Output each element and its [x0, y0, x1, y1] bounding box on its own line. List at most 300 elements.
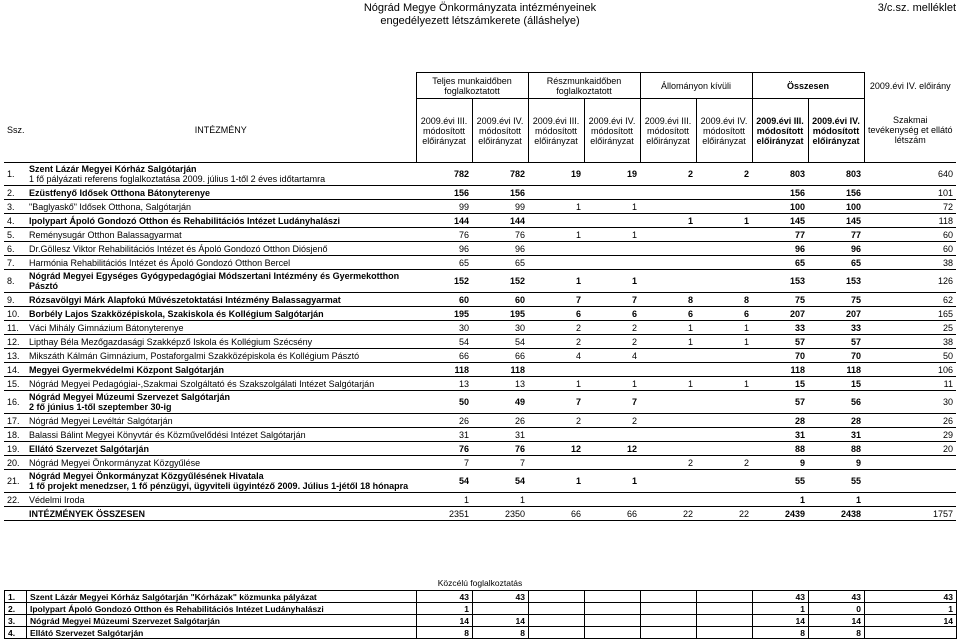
- value-cell: 76: [416, 228, 472, 242]
- value-cell: 152: [472, 270, 528, 293]
- value-cell: [640, 242, 696, 256]
- value-cell: 2: [584, 414, 640, 428]
- value-cell: 1: [584, 377, 640, 391]
- institution-name: Ezüstfenyő Idősek Otthona Bátonyterenye: [29, 187, 211, 198]
- value-cell: [696, 493, 752, 507]
- value-cell: 31: [752, 428, 808, 442]
- value-cell: 207: [808, 307, 864, 321]
- institution-cell: [26, 470, 416, 493]
- table-row: [4, 321, 956, 335]
- value-cell: 207: [752, 307, 808, 321]
- value-cell: [528, 456, 584, 470]
- value-cell: 62: [864, 293, 956, 307]
- value-cell: 8: [753, 627, 809, 639]
- value-cell: 54: [472, 470, 528, 493]
- value-cell: [529, 627, 585, 639]
- value-cell: [585, 627, 641, 639]
- value-cell: [529, 615, 585, 627]
- value-cell: [584, 186, 640, 200]
- institution-cell: [26, 163, 416, 186]
- value-cell: 13: [416, 377, 472, 391]
- institution-cell: [26, 414, 416, 428]
- institution-name: Nógrád Megyei Múzeumi Szervezet Salgótarján: [29, 392, 231, 402]
- row-number: 12.: [4, 335, 26, 349]
- table-row: [4, 391, 956, 414]
- table-row: [4, 214, 956, 228]
- value-cell: 25: [864, 321, 956, 335]
- institution-cell: [26, 256, 416, 270]
- total-value: 2439: [752, 507, 808, 521]
- value-cell: 14: [473, 615, 529, 627]
- value-cell: 118: [864, 214, 956, 228]
- value-cell: [697, 603, 753, 615]
- value-cell: 99: [472, 200, 528, 214]
- value-cell: 65: [472, 256, 528, 270]
- value-cell: [584, 456, 640, 470]
- institution-name: Rózsavölgyi Márk Alapfokú Művészetoktatási Intézmény Balassagyarmat: [29, 294, 341, 305]
- institution-cell: [26, 293, 416, 307]
- table-row: [4, 349, 956, 363]
- institution-name: Mikszáth Kálmán Gimnázium, Postaforgalmi Szakközépiskola és Kollégium Pásztó: [29, 350, 360, 361]
- institution-cell: [26, 242, 416, 256]
- annex-label: 3/c.sz. melléklet: [877, 2, 956, 14]
- value-cell: 153: [752, 270, 808, 293]
- table-row: [4, 442, 956, 456]
- value-cell: 195: [472, 307, 528, 321]
- total-value: 66: [528, 507, 584, 521]
- value-cell: 1: [528, 200, 584, 214]
- row-number: 19.: [4, 442, 26, 456]
- row-number: 14.: [4, 363, 26, 377]
- table-row: [4, 335, 956, 349]
- value-cell: 782: [416, 163, 472, 186]
- table-row: [4, 493, 956, 507]
- institution-cell: [26, 363, 416, 377]
- value-cell: 100: [752, 200, 808, 214]
- value-cell: [696, 442, 752, 456]
- value-cell: 70: [808, 349, 864, 363]
- value-cell: 8: [640, 293, 696, 307]
- value-cell: 33: [808, 321, 864, 335]
- institution-name: Nógrád Megyei Levéltár Salgótarján: [29, 415, 173, 426]
- value-cell: [528, 428, 584, 442]
- value-cell: 28: [752, 414, 808, 428]
- value-cell: 1: [584, 228, 640, 242]
- value-cell: [640, 414, 696, 428]
- value-cell: [696, 414, 752, 428]
- institution-name: Ellátó Szervezet Salgótarján: [29, 443, 150, 454]
- value-cell: 20: [864, 442, 956, 456]
- group-full-time: Teljes munkaidőben foglalkoztatott: [416, 73, 528, 99]
- value-cell: [696, 428, 752, 442]
- value-cell: 8: [809, 627, 865, 639]
- row-number: 15.: [4, 377, 26, 391]
- table-row: [4, 256, 956, 270]
- table-row: [4, 414, 956, 428]
- value-cell: 803: [808, 163, 864, 186]
- value-cell: [864, 470, 956, 493]
- row-number: 18.: [4, 428, 26, 442]
- value-cell: 144: [472, 214, 528, 228]
- value-cell: [697, 615, 753, 627]
- total-spacer: [4, 507, 26, 521]
- institution-name: Lipthay Béla Mezőgazdasági Szakképző Iskola és Kollégium Szécsény: [29, 336, 313, 347]
- value-cell: 60: [864, 242, 956, 256]
- institution-name: Nógrád Megyei Múzeumi Szervezet Salgótarján: [27, 615, 417, 627]
- value-cell: 1: [865, 603, 957, 615]
- staffing-table: [4, 72, 956, 521]
- row-number: 7.: [4, 256, 26, 270]
- institution-name: Balassi Bálint Megyei Könyvtár és Közművelődési Intézet Salgótarján: [29, 429, 306, 440]
- institution-name: Ellátó Szervezet Salgótarján: [27, 627, 417, 639]
- value-cell: [696, 470, 752, 493]
- value-cell: 2: [528, 321, 584, 335]
- value-cell: 54: [416, 335, 472, 349]
- value-cell: 75: [808, 293, 864, 307]
- value-cell: 96: [472, 242, 528, 256]
- value-cell: [696, 363, 752, 377]
- row-number: 4.: [5, 627, 27, 639]
- value-cell: 26: [472, 414, 528, 428]
- value-cell: 782: [472, 163, 528, 186]
- institution-cell: [26, 214, 416, 228]
- value-cell: [584, 428, 640, 442]
- value-cell: [640, 470, 696, 493]
- value-cell: 33: [752, 321, 808, 335]
- value-cell: 2: [584, 321, 640, 335]
- value-cell: 2: [528, 414, 584, 428]
- col-iii: 2009.évi III. módosított előirányzat: [416, 99, 472, 163]
- table-row: [4, 163, 956, 186]
- group-off-staff: Állományon kívüli: [640, 73, 752, 99]
- row-number: 10.: [4, 307, 26, 321]
- institution-name: Nógrád Megyei Önkormányzat Közgyűlése: [29, 457, 201, 468]
- value-cell: 1: [696, 335, 752, 349]
- value-cell: [864, 456, 956, 470]
- total-value: 22: [640, 507, 696, 521]
- value-cell: 65: [416, 256, 472, 270]
- row-number: 8.: [4, 270, 26, 293]
- row-number: 20.: [4, 456, 26, 470]
- value-cell: [640, 442, 696, 456]
- value-cell: 57: [808, 335, 864, 349]
- value-cell: 1: [696, 214, 752, 228]
- public-work-row: [5, 591, 957, 603]
- value-cell: 30: [864, 391, 956, 414]
- value-cell: 57: [752, 391, 808, 414]
- institution-name: Nógrád Megyei Önkormányzat Közgyűlésének Hivatala: [29, 471, 264, 481]
- public-work-row: [5, 603, 957, 615]
- institution-cell: [26, 349, 416, 363]
- institution-cell: [26, 228, 416, 242]
- value-cell: 1: [417, 603, 473, 615]
- col-iii: 2009.évi III. módosított előirányzat: [640, 99, 696, 163]
- value-cell: 2: [696, 163, 752, 186]
- row-number: 17.: [4, 414, 26, 428]
- value-cell: 1: [528, 377, 584, 391]
- value-cell: 1: [640, 214, 696, 228]
- value-cell: 106: [864, 363, 956, 377]
- value-cell: 118: [808, 363, 864, 377]
- value-cell: 145: [808, 214, 864, 228]
- institution-name: Váci Mihály Gimnázium Bátonyterenye: [29, 322, 184, 333]
- table-row: [4, 200, 956, 214]
- value-cell: 8: [417, 627, 473, 639]
- table-row: [4, 242, 956, 256]
- value-cell: 2: [640, 456, 696, 470]
- value-cell: 30: [416, 321, 472, 335]
- institution-cell: [26, 428, 416, 442]
- value-cell: 66: [472, 349, 528, 363]
- row-number: 4.: [4, 214, 26, 228]
- value-cell: 1: [753, 603, 809, 615]
- row-number: 22.: [4, 493, 26, 507]
- institution-cell: [26, 377, 416, 391]
- value-cell: 54: [472, 335, 528, 349]
- value-cell: [697, 591, 753, 603]
- value-cell: 7: [584, 293, 640, 307]
- value-cell: [696, 186, 752, 200]
- institution-note: 1 fő pályázati referens foglalkoztatása 2009. július 1-től 2 éves időtartamra: [29, 174, 326, 184]
- value-cell: [865, 627, 957, 639]
- col-szakmai: Szakmai tevékenység et ellátó létszám: [867, 115, 953, 146]
- table-row: [4, 470, 956, 493]
- value-cell: 60: [416, 293, 472, 307]
- group-part-time: Részmunkaidőben foglalkoztatott: [528, 73, 640, 99]
- value-cell: 55: [808, 470, 864, 493]
- row-number: 1.: [4, 163, 26, 186]
- total-value: 66: [584, 507, 640, 521]
- value-cell: 9: [752, 456, 808, 470]
- table-row: [4, 293, 956, 307]
- value-cell: 56: [808, 391, 864, 414]
- value-cell: 1: [696, 377, 752, 391]
- value-cell: 31: [808, 428, 864, 442]
- value-cell: 7: [528, 391, 584, 414]
- value-cell: 4: [584, 349, 640, 363]
- value-cell: 156: [472, 186, 528, 200]
- value-cell: 145: [752, 214, 808, 228]
- row-number: 16.: [4, 391, 26, 414]
- total-value: 2351: [416, 507, 472, 521]
- value-cell: 96: [808, 242, 864, 256]
- value-cell: [640, 256, 696, 270]
- value-cell: 96: [416, 242, 472, 256]
- value-cell: [640, 228, 696, 242]
- institution-name: Ipolypart Ápoló Gondozó Otthon és Rehabilitációs Intézet Ludányhalászi: [29, 215, 341, 226]
- public-work-row: [5, 615, 957, 627]
- value-cell: 14: [809, 615, 865, 627]
- row-number: 9.: [4, 293, 26, 307]
- value-cell: 76: [416, 442, 472, 456]
- value-cell: 77: [752, 228, 808, 242]
- table-row: [4, 363, 956, 377]
- value-cell: [696, 200, 752, 214]
- value-cell: [640, 493, 696, 507]
- institution-name: Reménysugár Otthon Balassagyarmat: [29, 229, 182, 240]
- institution-name: Megyei Gyermekvédelmi Központ Salgótarján: [29, 364, 225, 375]
- value-cell: [696, 349, 752, 363]
- group-total: Összesen: [752, 73, 864, 99]
- value-cell: 60: [864, 228, 956, 242]
- value-cell: [641, 615, 697, 627]
- value-cell: [529, 603, 585, 615]
- col-ssz: Ssz.: [7, 125, 25, 136]
- value-cell: [640, 428, 696, 442]
- value-cell: 49: [472, 391, 528, 414]
- col-iii: 2009.évi III. módosított előirányzat: [528, 99, 584, 163]
- value-cell: 156: [416, 186, 472, 200]
- value-cell: 101: [864, 186, 956, 200]
- institution-cell: [26, 335, 416, 349]
- group-appropriation: 2009.évi IV. előirány: [869, 80, 951, 91]
- institution-name: "Baglyaskő" Idősek Otthona, Salgótarján: [29, 201, 191, 212]
- value-cell: 0: [809, 603, 865, 615]
- value-cell: [696, 256, 752, 270]
- value-cell: 1: [528, 270, 584, 293]
- value-cell: 1: [584, 200, 640, 214]
- value-cell: 1: [528, 470, 584, 493]
- value-cell: 153: [808, 270, 864, 293]
- value-cell: 118: [472, 363, 528, 377]
- value-cell: 77: [808, 228, 864, 242]
- value-cell: 1: [528, 228, 584, 242]
- institution-cell: [26, 391, 416, 414]
- col-iv: 2009.évi IV. módosított előirányzat: [584, 99, 640, 163]
- public-work-title: Közcélú foglalkoztatás: [437, 578, 523, 588]
- value-cell: 50: [416, 391, 472, 414]
- value-cell: [528, 493, 584, 507]
- value-cell: 43: [473, 591, 529, 603]
- institution-cell: [26, 442, 416, 456]
- institution-note: 1 fő projekt menedzser, 1 fő pénzügyi, ügyviteli ügyintéző 2009. Július 1-jétől 18 hónapra: [29, 481, 409, 491]
- value-cell: 15: [752, 377, 808, 391]
- value-cell: [696, 391, 752, 414]
- value-cell: 43: [417, 591, 473, 603]
- value-cell: 15: [808, 377, 864, 391]
- value-cell: 14: [865, 615, 957, 627]
- col-iv: 2009.évi IV. módosított előirányzat: [472, 99, 528, 163]
- value-cell: 43: [809, 591, 865, 603]
- value-cell: 14: [753, 615, 809, 627]
- total-value: 1757: [864, 507, 956, 521]
- value-cell: 803: [752, 163, 808, 186]
- value-cell: 2: [528, 335, 584, 349]
- value-cell: 70: [752, 349, 808, 363]
- value-cell: 60: [472, 293, 528, 307]
- value-cell: [528, 363, 584, 377]
- value-cell: 28: [808, 414, 864, 428]
- value-cell: 144: [416, 214, 472, 228]
- value-cell: 8: [696, 293, 752, 307]
- value-cell: 29: [864, 428, 956, 442]
- value-cell: 1: [640, 335, 696, 349]
- value-cell: 126: [864, 270, 956, 293]
- value-cell: [641, 627, 697, 639]
- value-cell: [585, 591, 641, 603]
- value-cell: [640, 349, 696, 363]
- institution-name: Szent Lázár Megyei Kórház Salgótarján: [29, 164, 197, 174]
- value-cell: [697, 627, 753, 639]
- value-cell: [473, 603, 529, 615]
- value-cell: 43: [753, 591, 809, 603]
- document-title: [0, 2, 960, 28]
- value-cell: 66: [416, 349, 472, 363]
- row-number: 13.: [4, 349, 26, 363]
- institution-name: Nógrád Megyei Egységes Gyógypedagógiai Módszertani Intézmény és Gyermekotthon Pásztó: [29, 271, 400, 291]
- value-cell: 43: [865, 591, 957, 603]
- institution-cell: [26, 270, 416, 293]
- total-value: 2350: [472, 507, 528, 521]
- value-cell: [584, 256, 640, 270]
- value-cell: [640, 270, 696, 293]
- value-cell: [640, 200, 696, 214]
- institution-cell: [26, 456, 416, 470]
- value-cell: 38: [864, 256, 956, 270]
- value-cell: 19: [584, 163, 640, 186]
- value-cell: 12: [584, 442, 640, 456]
- value-cell: 100: [808, 200, 864, 214]
- value-cell: 75: [752, 293, 808, 307]
- value-cell: 1: [584, 470, 640, 493]
- value-cell: [585, 615, 641, 627]
- value-cell: [584, 242, 640, 256]
- value-cell: 8: [473, 627, 529, 639]
- value-cell: [584, 214, 640, 228]
- value-cell: 50: [864, 349, 956, 363]
- value-cell: 26: [416, 414, 472, 428]
- public-work-table: [4, 590, 957, 639]
- value-cell: 65: [808, 256, 864, 270]
- value-cell: 1: [472, 493, 528, 507]
- value-cell: 6: [696, 307, 752, 321]
- value-cell: 118: [752, 363, 808, 377]
- row-number: 3.: [5, 615, 27, 627]
- value-cell: [641, 591, 697, 603]
- row-number: 1.: [5, 591, 27, 603]
- value-cell: 2: [696, 456, 752, 470]
- value-cell: 165: [864, 307, 956, 321]
- row-number: 21.: [4, 470, 26, 493]
- institution-name: Harmónia Rehabilitációs Intézet és Ápoló Gondozó Otthon Bercel: [29, 257, 291, 268]
- value-cell: 26: [864, 414, 956, 428]
- value-cell: 88: [808, 442, 864, 456]
- value-cell: [696, 270, 752, 293]
- value-cell: 7: [416, 456, 472, 470]
- value-cell: [641, 603, 697, 615]
- value-cell: 99: [416, 200, 472, 214]
- value-cell: [640, 186, 696, 200]
- value-cell: 76: [472, 442, 528, 456]
- institution-note: 2 fő június 1-től szeptember 30-ig: [29, 402, 172, 412]
- institution-name: Borbély Lajos Szakközépiskola, Szakiskola és Kollégium Salgótarján: [29, 308, 324, 319]
- value-cell: 1: [696, 321, 752, 335]
- value-cell: 156: [752, 186, 808, 200]
- total-row: [4, 507, 956, 521]
- institution-cell: [26, 307, 416, 321]
- row-number: 5.: [4, 228, 26, 242]
- value-cell: [696, 242, 752, 256]
- title-line-1: Nógrád Megye Önkormányzata intézményeinek: [363, 2, 597, 14]
- institution-cell: [26, 200, 416, 214]
- value-cell: 4: [528, 349, 584, 363]
- table-row: [4, 428, 956, 442]
- col-iv: 2009.évi IV. módosított előirányzat: [808, 99, 864, 163]
- row-number: 11.: [4, 321, 26, 335]
- value-cell: [640, 363, 696, 377]
- value-cell: [584, 493, 640, 507]
- value-cell: [528, 214, 584, 228]
